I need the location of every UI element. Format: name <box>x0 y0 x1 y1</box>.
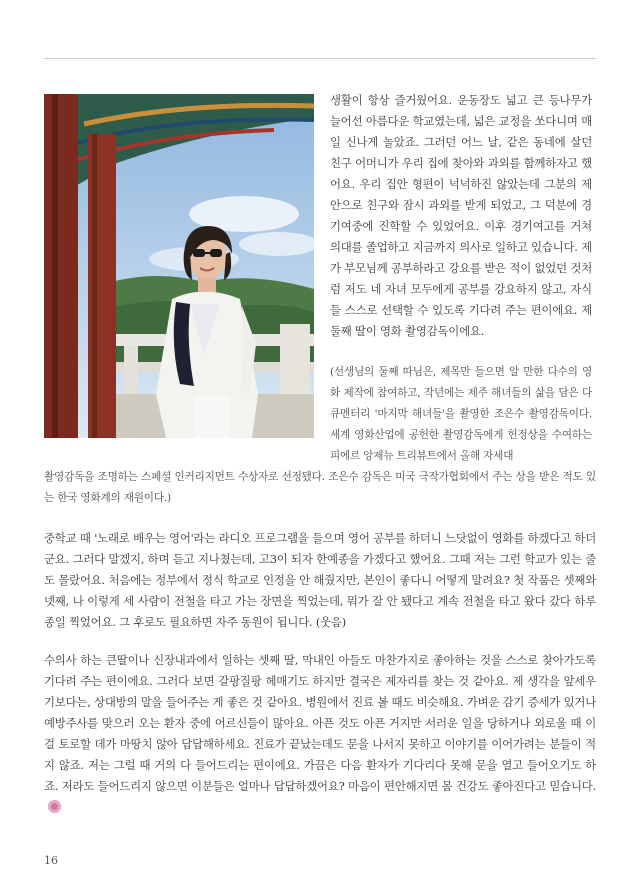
note-continuation: 촬영감독을 조명하는 스페셜 인커리지먼트 수상자로 선정됐다. 조은수 감독은 미국 극작가협회에서 주는 상을 받은 적도 있는 한국 영화계의 재원이다.) <box>44 471 596 504</box>
flower-emblem-icon <box>48 800 61 813</box>
note-right: (선생님의 둘째 따님은, 제목만 들으면 알 만한 다수의 영화 제작에 참여하고, 작년에는 제주 해녀들의 삶을 담은 다큐멘터리 '마지막 해녀들'을 촬영한 조은수 촬영감독이다. 세계 영화산업에 공헌한 촬영감독에게 헌정상을 수여하는 피에르 앙제뉴 트리뷰트에서 올해 자세대 <box>330 366 592 462</box>
top-rule <box>44 58 596 59</box>
paragraph-3-text: 수의사 하는 큰딸이나 신장내과에서 일하는 셋째 딸, 막내인 아들도 마찬가지로 좋아하는 것을 스스로 찾아가도록 기다려 주는 편이에요. 그러다 보면 갈팡질팡 헤매기도 하지만 결국은 제자리를 찾는 것 같아요. 제 생각을 앞세우기보다는, 상대방의 말을 들어주는 게 좋은 것 같아요. 병원에서 진료 볼 때도 비슷해요. 가벼운 감기 증세가 있거나 예방주사를 맞으러 오는 환자 중에 어르신들이 많아요. 아픈 것도 아픈 거지만 서러운 일을 당하거나 외로울 때 이걸 토로할 데가 마땅치 않아 답답해하세요. 진료가 끝났는데도 문을 나서지 못하고 이야기를 이어가려는 분들이 적지 않죠. 저는 그럴 때 거의 다 들어드리는 편이에요. 가끔은 다음 환자가 기다리다 못해 문을 열고 들어오기도 하죠. 저라도 들어드리지 않으면 이분들은 얼마나 답답하겠어요? 마음이 편안해지면 몸 건강도 좋아진다고 믿습니다. <box>44 653 596 793</box>
pavilion-photo <box>44 94 314 438</box>
paragraph-3 <box>44 650 596 818</box>
paragraph-right: 생활이 항상 즐거웠어요. 운동장도 넓고 큰 등나무가 늘어선 아름다운 학교였는데, 넓은 교정을 쏘다니며 매일 신나게 놀았죠. 그러던 어느 날, 같은 동네에 살던 친구 어머니가 우리 집에 찾아와 과외를 함께하자고 했어요. 우리 집안 형편이 넉넉하진 않았는데 그분의 제안으로 친구와 잠시 과외를 받게 되었고, 그 덕분에 경기여중에 진학할 수 있었어요. 이후 경기여고를 거쳐 의대를 졸업하고 지금까지 의사로 일하고 있습니다. 제가 부모님께 공부하라고 강요를 받은 적이 없었던 것처럼 저도 네 자녀 모두에게 공부를 강요하지 않고, 자식들 스스로 선택할 수 있도록 기다려 주는 편이에요. 제 둘째 딸이 영화 촬영감독이에요. <box>330 93 592 338</box>
page-number: 16 <box>44 854 58 867</box>
paragraph-2: 중학교 때 '노래로 배우는 영어'라는 라디오 프로그램을 들으며 영어 공부를 하더니 느닷없이 영화를 하겠다고 하더군요. 그러다 말겠지, 하며 듣고 지나쳤는데, 고3이 되자 한예종을 가겠다고 했어요. 그때 저는 그런 학교가 있는 줄도 몰랐어요. 처음에는 정부에서 정식 학교로 인정을 안 해줬지만, 본인이 좋다니 어떻게 말려요? 첫 작품은 셋째와 넷째, 나 이렇게 세 사람이 전철을 타고 가는 장면을 찍었는데, 뭐가 잘 안 됐다고 계속 전철을 타고 왔다 갔다 하루 종일 찍었어요. 그 후로도 필요하면 자주 동원이 됩니다. (웃음) <box>44 531 596 629</box>
